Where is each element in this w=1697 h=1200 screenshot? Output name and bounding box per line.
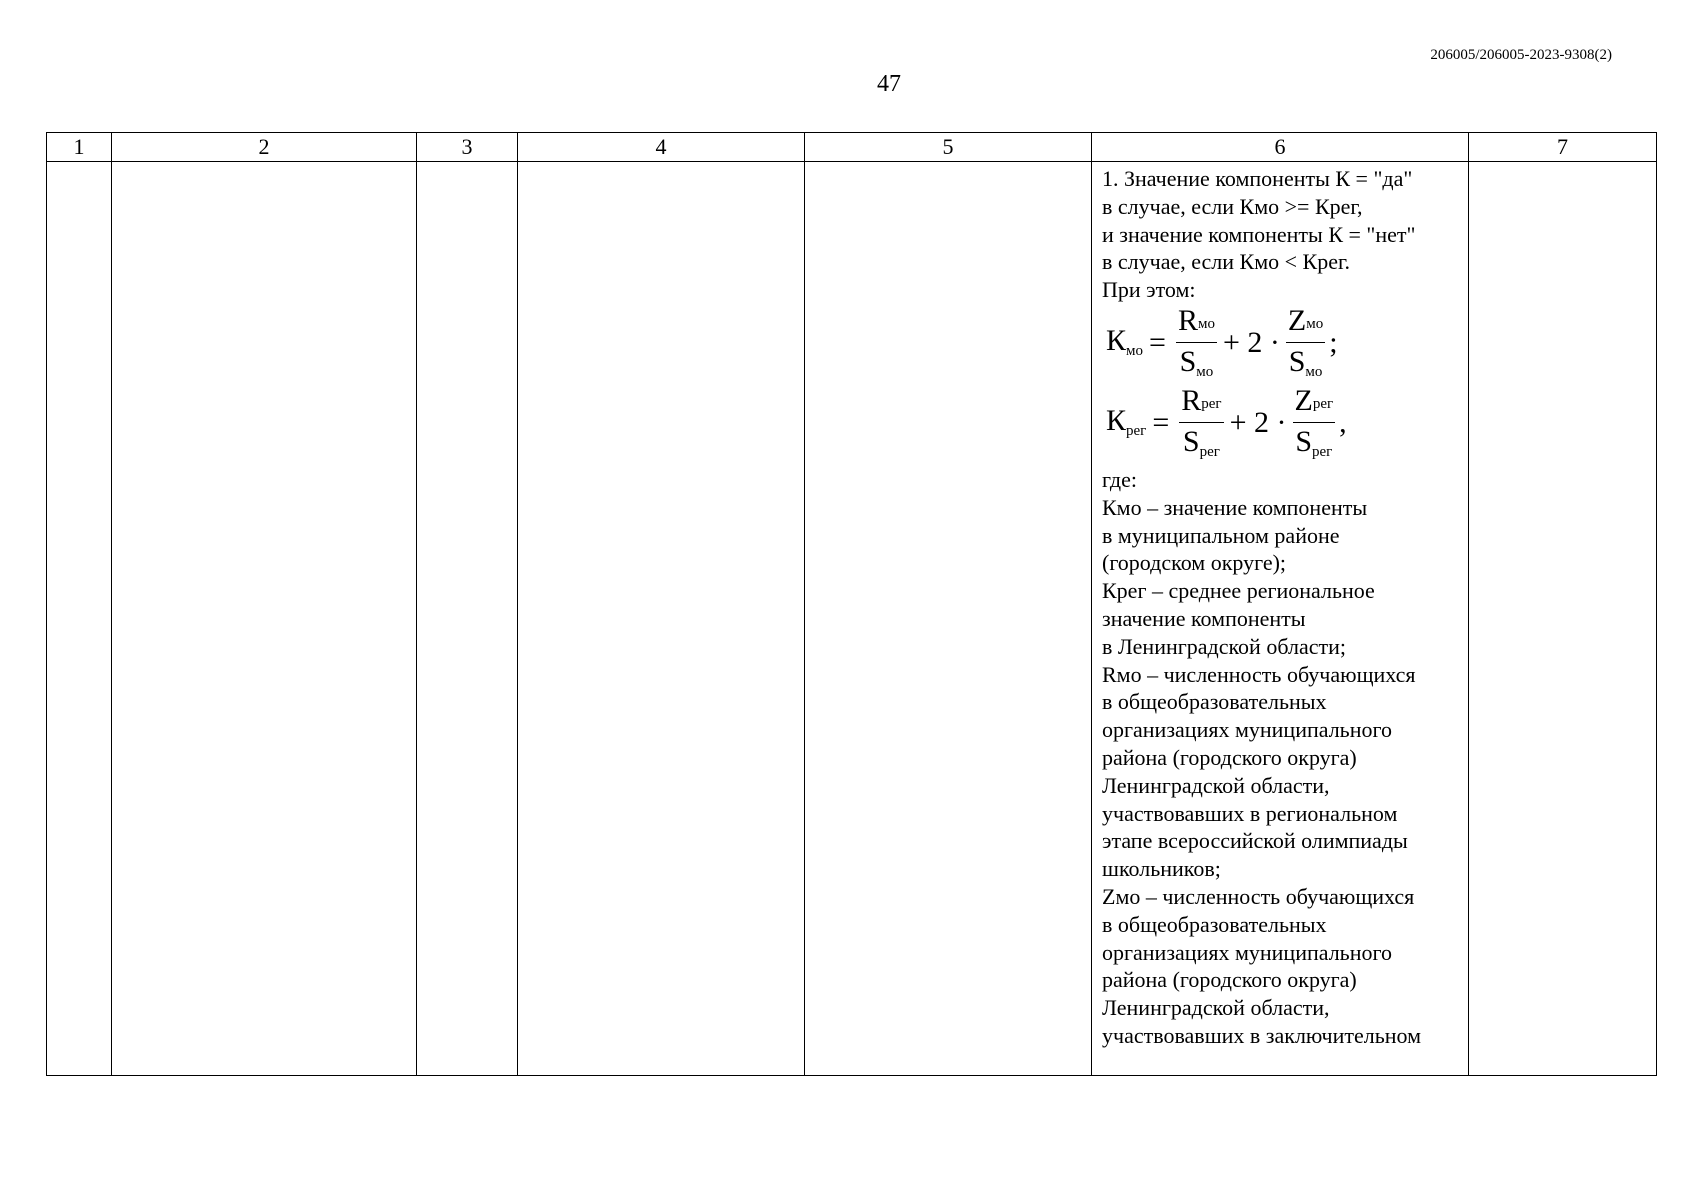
definition-line: в общеобразовательных bbox=[1102, 911, 1327, 937]
formula-equals: = bbox=[1149, 325, 1166, 359]
cell-col-6 bbox=[1092, 162, 1469, 1076]
definition-line: участвовавших в заключительном bbox=[1102, 1022, 1422, 1048]
column-header-2: 2 bbox=[112, 133, 417, 162]
column-header-6: 6 bbox=[1092, 133, 1469, 162]
intro-line: в случае, если Кмо >= Крег, bbox=[1102, 193, 1363, 219]
formula-k-reg bbox=[1106, 383, 1468, 460]
table-row bbox=[47, 162, 1657, 1076]
definition-line: значение компоненты bbox=[1102, 605, 1306, 631]
fraction-r-over-s: $\frac{R_{рег}}{S_{рег}}$ bbox=[1181, 383, 1222, 460]
formula-plus-two: + 2 · bbox=[1222, 325, 1280, 359]
cell-col-3 bbox=[417, 162, 518, 1076]
fraction-z-over-s: $\frac{Z_{мо}}{S_{мо}}$ bbox=[1287, 303, 1324, 380]
column-header-row bbox=[47, 133, 1657, 162]
formula-end: , bbox=[1339, 405, 1347, 439]
definition-line: в общеобразовательных bbox=[1102, 689, 1327, 715]
definition-line: организациях муниципального bbox=[1102, 717, 1392, 743]
definition-line: участвовавших в региональном bbox=[1102, 800, 1398, 826]
definition-line: этапе всероссийской олимпиады bbox=[1102, 828, 1408, 854]
intro-line: При этом: bbox=[1102, 277, 1196, 303]
definition-line: района (городского округа) bbox=[1102, 967, 1357, 993]
definition-line: Кмо – значение компоненты bbox=[1102, 494, 1368, 520]
definition-line: (городском округе); bbox=[1102, 550, 1287, 576]
cell-col-2 bbox=[112, 162, 417, 1076]
definition-line: Zмо – численность обучающихся bbox=[1102, 883, 1415, 909]
definition-line: школьников; bbox=[1102, 856, 1221, 882]
intro-line: 1. Значение компоненты К = "да" bbox=[1102, 166, 1413, 191]
definition-line: в Ленинградской области; bbox=[1102, 633, 1346, 659]
cell-col-7 bbox=[1469, 162, 1657, 1076]
intro-line: и значение компоненты К = "нет" bbox=[1102, 221, 1416, 247]
cell-col-1 bbox=[47, 162, 112, 1076]
definition-line: Крег – среднее региональное bbox=[1102, 578, 1375, 604]
fraction-r-over-s: $\frac{R_{мо}}{S_{мо}}$ bbox=[1177, 303, 1215, 380]
formula-equals: = bbox=[1152, 405, 1170, 439]
column-header-7: 7 bbox=[1469, 133, 1657, 162]
definition-line: Ленинградской области, bbox=[1102, 995, 1330, 1021]
definition-line: в муниципальном районе bbox=[1102, 522, 1340, 548]
definition-line: где: bbox=[1102, 466, 1137, 492]
definition-line: организациях муниципального bbox=[1102, 939, 1392, 965]
document-id: 206005/206005-2023-9308(2) bbox=[1430, 47, 1612, 63]
cell-col-4 bbox=[518, 162, 805, 1076]
formula-lhs: $К_{мо}$ bbox=[1106, 324, 1144, 360]
fraction-z-over-s: $\frac{Z_{рег}}{S_{рег}}$ bbox=[1294, 383, 1334, 460]
definition-line: Rмо – численность обучающихся bbox=[1102, 661, 1416, 687]
column-header-4: 4 bbox=[518, 133, 805, 162]
formula-lhs: $К_{рег}$ bbox=[1106, 404, 1147, 440]
main-table bbox=[46, 132, 1657, 1076]
column-header-1: 1 bbox=[47, 133, 112, 162]
page-number: 47 bbox=[877, 71, 901, 97]
definition-line: Ленинградской области, bbox=[1102, 772, 1330, 798]
definition-line: района (городского округа) bbox=[1102, 744, 1357, 770]
intro-line: в случае, если Кмо < Крег. bbox=[1102, 249, 1351, 275]
column-header-3: 3 bbox=[417, 133, 518, 162]
formula-plus-two: + 2 · bbox=[1229, 405, 1287, 439]
formula-k-mo bbox=[1106, 303, 1468, 380]
formula-end: ; bbox=[1329, 325, 1338, 359]
column-header-5: 5 bbox=[805, 133, 1092, 162]
cell-col-5 bbox=[805, 162, 1092, 1076]
